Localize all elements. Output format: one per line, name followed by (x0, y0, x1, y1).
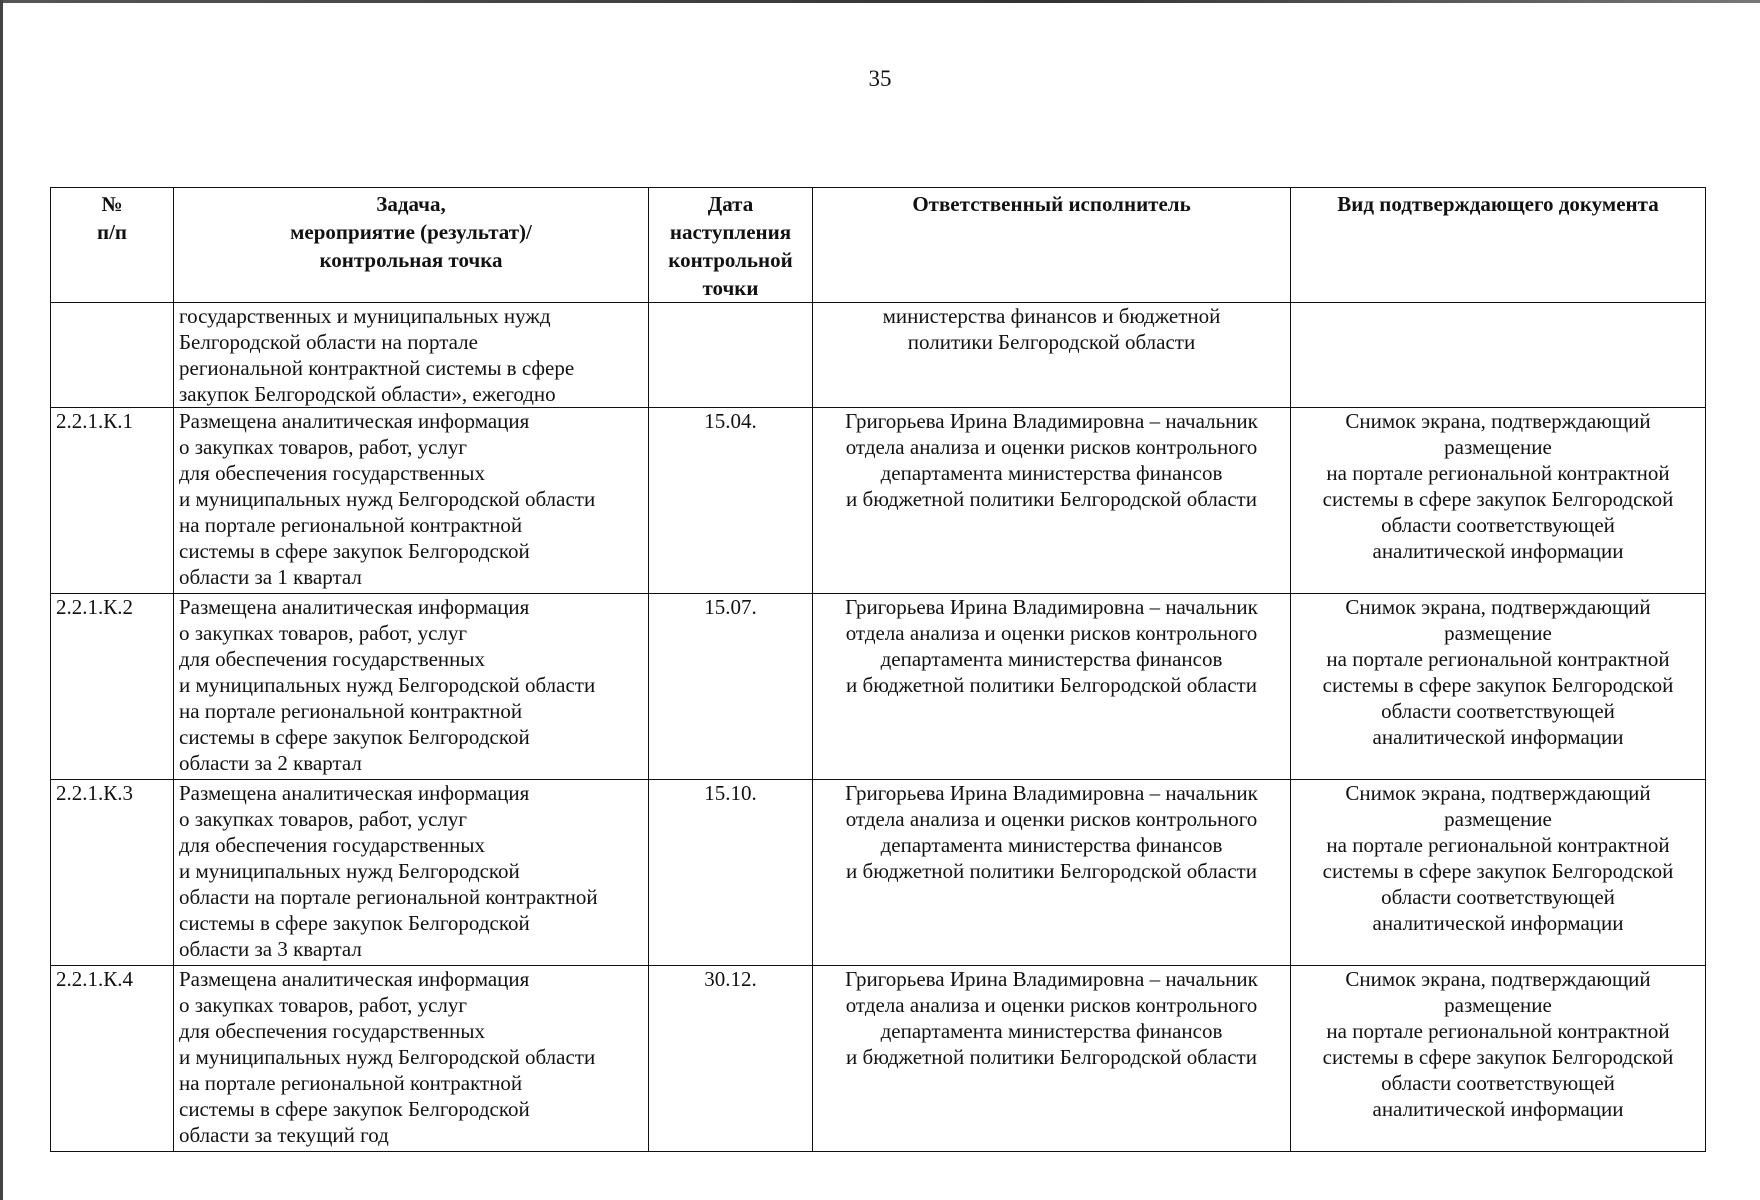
cell-document: Снимок экрана, подтверждающий размещение на портале региональной контрактной системы в сфере закупок Белгородской области соответствующей аналитической информации (1291, 408, 1706, 594)
cell-task: государственных и муниципальных нужд Белгородской области на портале региональной контрактной системы в сфере закупок Белгородской области», ежегодно (174, 303, 649, 408)
cell-number: 2.2.1.К.2 (51, 594, 174, 780)
header-document-type: Вид подтверждающего документа (1291, 188, 1706, 303)
cell-task: Размещена аналитическая информация о закупках товаров, работ, услуг для обеспечения государственных и муниципальных нужд Белгородской области на портале региональной контрактной системы в сфере закупок Белгородской области за 1 квартал (174, 408, 649, 594)
cell-date: 15.10. (649, 780, 813, 966)
cell-date (649, 303, 813, 408)
header-date: Дата наступления контрольной точки (649, 188, 813, 303)
cell-document: Снимок экрана, подтверждающий размещение на портале региональной контрактной системы в сфере закупок Белгородской области соответствующей аналитической информации (1291, 966, 1706, 1152)
cell-document: Снимок экрана, подтверждающий размещение на портале региональной контрактной системы в сфере закупок Белгородской области соответствующей аналитической информации (1291, 594, 1706, 780)
cell-task: Размещена аналитическая информация о закупках товаров, работ, услуг для обеспечения государственных и муниципальных нужд Белгородской области на портале региональной контрактной системы в сфере закупок Белгородской области за 3 квартал (174, 780, 649, 966)
table-row-continuation (51, 303, 1706, 408)
scan-edge-top (0, 0, 1760, 3)
cell-number: 2.2.1.К.1 (51, 408, 174, 594)
header-task: Задача, мероприятие (результат)/ контрольная точка (174, 188, 649, 303)
cell-date: 15.04. (649, 408, 813, 594)
cell-responsible: министерства финансов и бюджетной политики Белгородской области (813, 303, 1291, 408)
cell-date: 15.07. (649, 594, 813, 780)
table-header-row (51, 188, 1706, 303)
cell-number: 2.2.1.К.4 (51, 966, 174, 1152)
page-number: 35 (868, 66, 892, 91)
header-number: № п/п (51, 188, 174, 303)
scan-edge-left (0, 0, 3, 1200)
table-row (51, 966, 1706, 1152)
cell-task: Размещена аналитическая информация о закупках товаров, работ, услуг для обеспечения государственных и муниципальных нужд Белгородской области на портале региональной контрактной системы в сфере закупок Белгородской области за текущий год (174, 966, 649, 1152)
cell-responsible: Григорьева Ирина Владимировна – начальник отдела анализа и оценки рисков контрольного департамента министерства финансов и бюджетной политики Белгородской области (813, 780, 1291, 966)
table-row (51, 408, 1706, 594)
cell-date: 30.12. (649, 966, 813, 1152)
cell-document: Снимок экрана, подтверждающий размещение на портале региональной контрактной системы в сфере закупок Белгородской области соответствующей аналитической информации (1291, 780, 1706, 966)
cell-task: Размещена аналитическая информация о закупках товаров, работ, услуг для обеспечения государственных и муниципальных нужд Белгородской области на портале региональной контрактной системы в сфере закупок Белгородской области за 2 квартал (174, 594, 649, 780)
header-responsible: Ответственный исполнитель (813, 188, 1291, 303)
table-row (51, 594, 1706, 780)
cell-responsible: Григорьева Ирина Владимировна – начальник отдела анализа и оценки рисков контрольного департамента министерства финансов и бюджетной политики Белгородской области (813, 408, 1291, 594)
cell-responsible: Григорьева Ирина Владимировна – начальник отдела анализа и оценки рисков контрольного департамента министерства финансов и бюджетной политики Белгородской области (813, 594, 1291, 780)
control-points-table (50, 187, 1706, 1152)
cell-number: 2.2.1.К.3 (51, 780, 174, 966)
cell-document (1291, 303, 1706, 408)
table-row (51, 780, 1706, 966)
cell-number (51, 303, 174, 408)
cell-responsible: Григорьева Ирина Владимировна – начальник отдела анализа и оценки рисков контрольного департамента министерства финансов и бюджетной политики Белгородской области (813, 966, 1291, 1152)
